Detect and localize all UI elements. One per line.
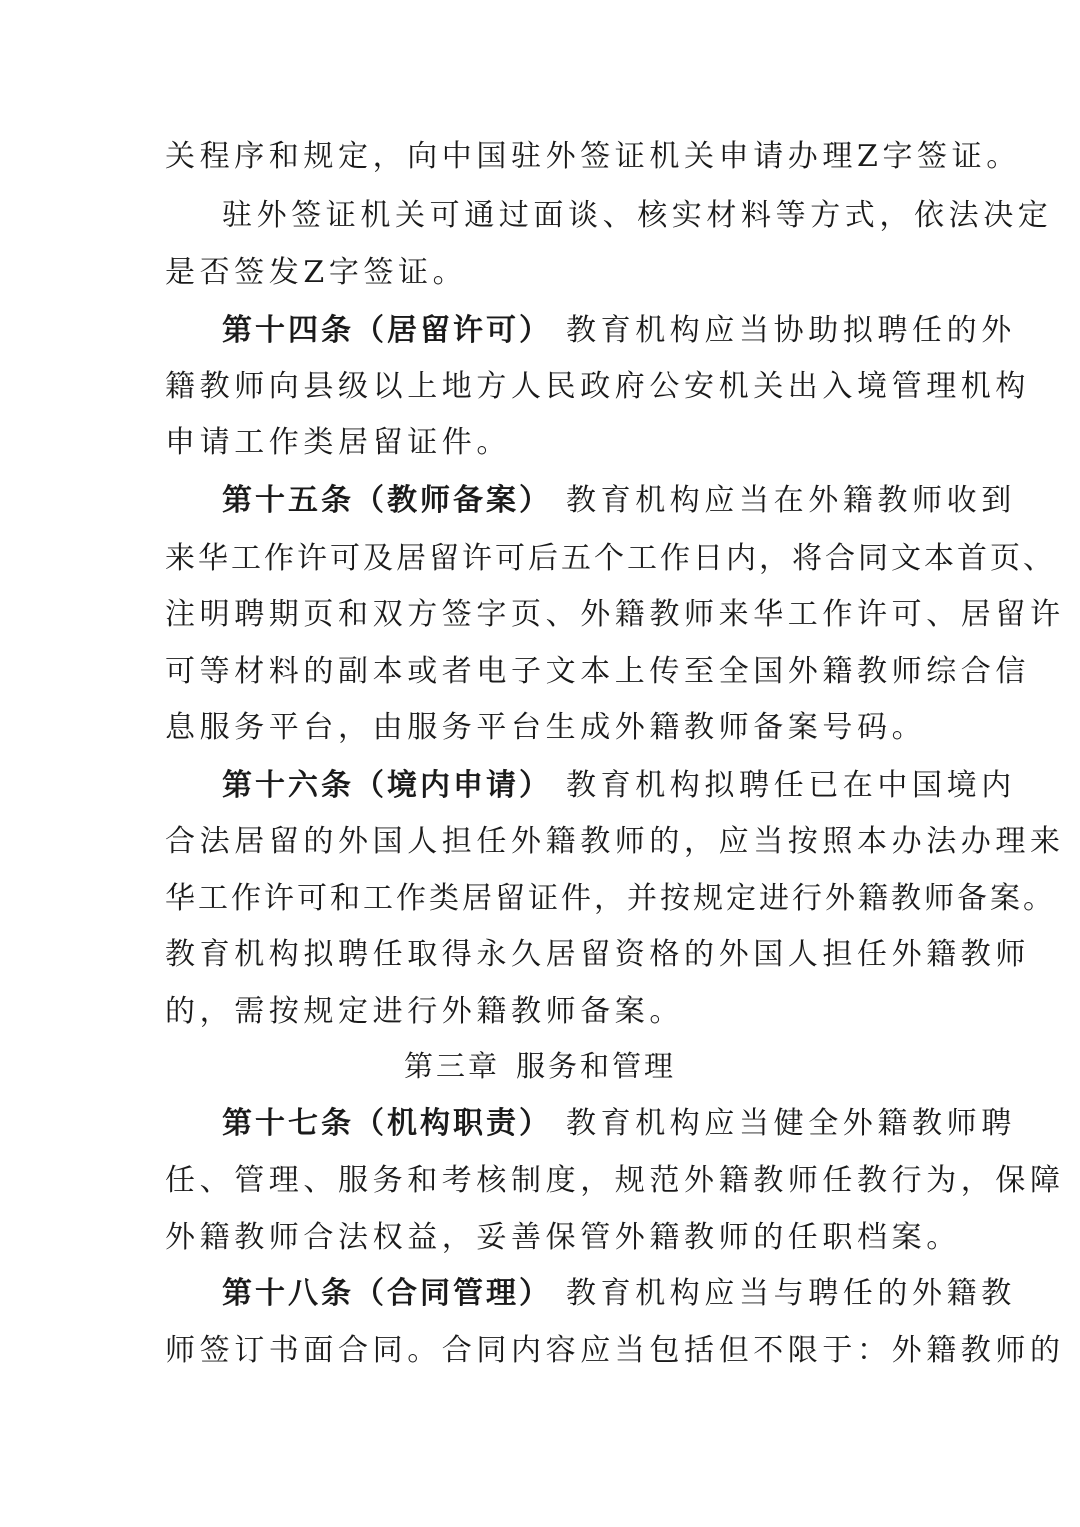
article-text: 教育机构应当健全外籍教师聘 (566, 1106, 1016, 1141)
article-14 (222, 311, 1016, 351)
article-15 (222, 481, 1016, 521)
text-line: 关程序和规定，向中国驻外签证机关申请办理Z字签证。 (165, 139, 1021, 174)
article-text: 教育机构应当在外籍教师收到 (566, 483, 1016, 518)
article-17 (222, 1104, 1016, 1144)
text-line: 可等材料的副本或者电子文本上传至全国外籍教师综合信 (165, 654, 1030, 689)
article-heading: 第十四条（居留许可） (222, 313, 552, 348)
chapter-heading (0, 1046, 1080, 1086)
text-line: 师签订书面合同。合同内容应当包括但不限于：外籍教师的 (165, 1333, 1065, 1368)
text-line: 教育机构拟聘任取得永久居留资格的外国人担任外籍教师 (165, 937, 1030, 972)
text-line: 籍教师向县级以上地方人民政府公安机关出入境管理机构 (165, 369, 1030, 404)
chapter-number: 第三章 (403, 1049, 500, 1083)
text-line: 息服务平台，由服务平台生成外籍教师备案号码。 (165, 710, 927, 745)
article-16 (222, 766, 1016, 806)
article-heading: 第十八条（合同管理） (222, 1276, 552, 1311)
text-line: 任、管理、服务和考核制度，规范外籍教师任教行为，保障 (165, 1163, 1065, 1198)
text-line: 驻外签证机关可通过面谈、核实材料等方式，依法决定 (222, 198, 1053, 233)
text-line: 的，需按规定进行外籍教师备案。 (165, 994, 684, 1029)
article-text: 教育机构应当与聘任的外籍教 (566, 1276, 1016, 1311)
chapter-title: 服务和管理 (516, 1049, 677, 1083)
article-text: 教育机构应当协助拟聘任的外 (566, 313, 1016, 348)
text-line: 注明聘期页和双方签字页、外籍教师来华工作许可、居留许 (165, 597, 1065, 632)
article-18 (222, 1274, 1016, 1314)
text-line: 申请工作类居留证件。 (165, 425, 511, 460)
article-heading: 第十六条（境内申请） (222, 768, 552, 803)
text-line: 外籍教师合法权益，妥善保管外籍教师的任职档案。 (165, 1220, 961, 1255)
text-line: 来华工作许可及居留许可后五个工作日内，将合同文本首页、 (165, 541, 1056, 576)
text-line: 华工作许可和工作类居留证件，并按规定进行外籍教师备案。 (165, 881, 1056, 916)
article-text: 教育机构拟聘任已在中国境内 (566, 768, 1016, 803)
text-line: 合法居留的外国人担任外籍教师的，应当按照本办法办理来 (165, 824, 1065, 859)
article-heading: 第十五条（教师备案） (222, 483, 552, 518)
article-heading: 第十七条（机构职责） (222, 1106, 552, 1141)
text-line: 是否签发Z字签证。 (165, 255, 468, 290)
